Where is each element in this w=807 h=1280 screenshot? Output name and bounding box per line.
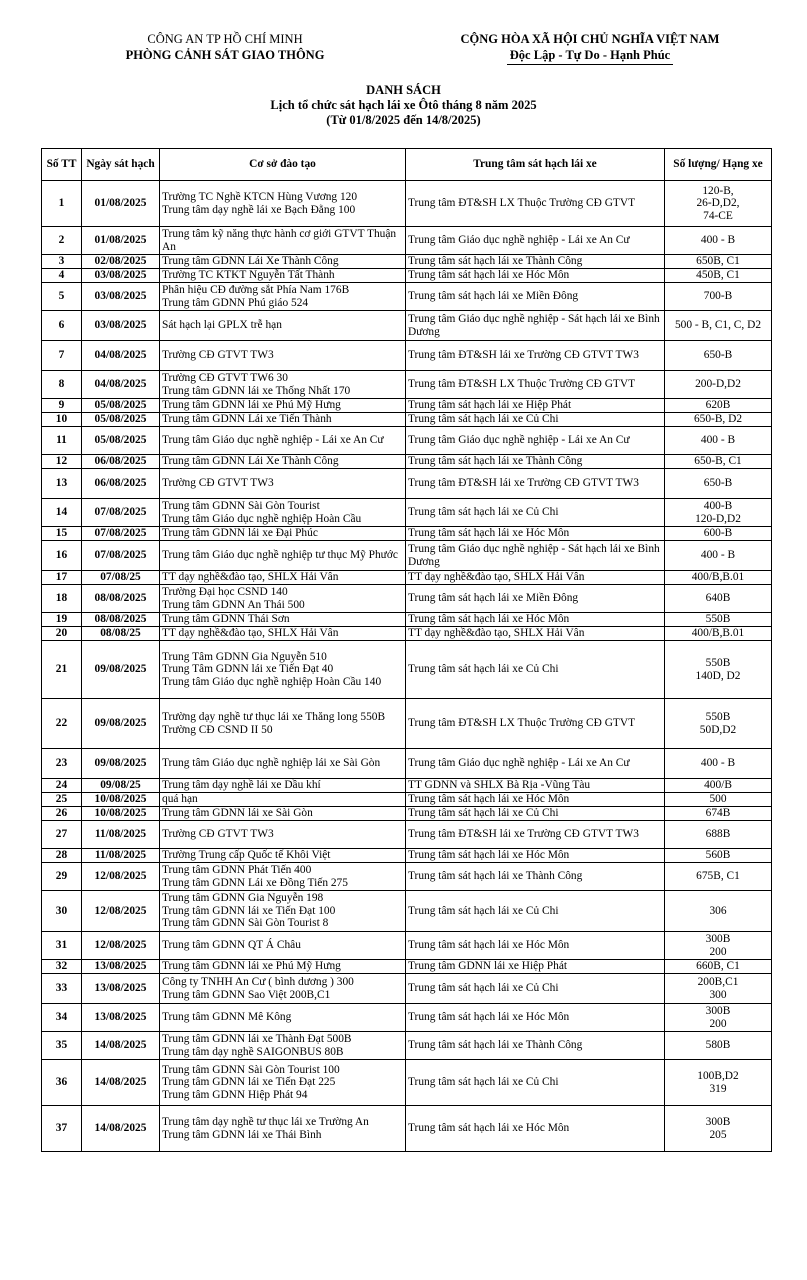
training-school: Trung tâm GDNN lái xe Phú Mỹ Hưng [160, 960, 406, 974]
row-number: 19 [42, 613, 82, 627]
row-number: 6 [42, 311, 82, 341]
training-school: Trung tâm GDNN Lái Xe Thành Công [160, 455, 406, 469]
quantity-class: 300B 200 [665, 1004, 772, 1032]
row-number: 13 [42, 469, 82, 499]
table-row [42, 541, 772, 571]
exam-center: Trung tâm sát hạch lái xe Thành Công [406, 1032, 665, 1060]
exam-center: Trung tâm Giáo dục nghề nghiệp - Lái xe An Cư [406, 427, 665, 455]
exam-center: Trung tâm sát hạch lái xe Hóc Môn [406, 932, 665, 960]
table-body [42, 181, 772, 1152]
training-school: Trung tâm dạy nghề lái xe Dầu khí [160, 779, 406, 793]
exam-center: Trung tâm sát hạch lái xe Củ Chi [406, 499, 665, 527]
exam-date: 01/08/2025 [82, 227, 160, 255]
training-school: Trung tâm GDNN Phát Tiến 400 Trung tâm GDNN Lái xe Đồng Tiến 275 [160, 863, 406, 891]
quantity-class: 120-B, 26-D,D2, 74-CE [665, 181, 772, 227]
table-row [42, 821, 772, 849]
table-row [42, 1106, 772, 1152]
training-school: Trường dạy nghề tư thục lái xe Thăng long 550B Trường CĐ CSND II 50 [160, 699, 406, 749]
quantity-class: 500 [665, 793, 772, 807]
exam-center: Trung tâm sát hạch lái xe Hóc Môn [406, 613, 665, 627]
exam-date: 07/08/25 [82, 571, 160, 585]
exam-date: 08/08/25 [82, 627, 160, 641]
training-school: quá hạn [160, 793, 406, 807]
table-row [42, 413, 772, 427]
table-row [42, 527, 772, 541]
exam-center: Trung tâm sát hạch lái xe Củ Chi [406, 807, 665, 821]
exam-center: Trung tâm sát hạch lái xe Củ Chi [406, 974, 665, 1004]
table-header-row [42, 149, 772, 181]
table-row [42, 455, 772, 469]
training-school: Trung tâm GDNN Thái Sơn [160, 613, 406, 627]
training-school: Trung tâm GDNN Lái xe Tiến Thành [160, 413, 406, 427]
training-school: Trung tâm GDNN lái xe Đại Phúc [160, 527, 406, 541]
quantity-class: 560B [665, 849, 772, 863]
exam-center: Trung tâm ĐT&SH LX Thuộc Trường CĐ GTVT [406, 181, 665, 227]
exam-center: Trung tâm sát hạch lái xe Thành Công [406, 455, 665, 469]
row-number: 16 [42, 541, 82, 571]
exam-date: 03/08/2025 [82, 311, 160, 341]
quantity-class: 688B [665, 821, 772, 849]
exam-date: 01/08/2025 [82, 181, 160, 227]
exam-center: Trung tâm sát hạch lái xe Hóc Môn [406, 527, 665, 541]
row-number: 31 [42, 932, 82, 960]
exam-center: Trung tâm ĐT&SH LX Thuộc Trường CĐ GTVT [406, 371, 665, 399]
exam-date: 14/08/2025 [82, 1032, 160, 1060]
table-row [42, 1004, 772, 1032]
table-row [42, 469, 772, 499]
exam-date: 13/08/2025 [82, 960, 160, 974]
row-number: 23 [42, 749, 82, 779]
quantity-class: 400/B,B.01 [665, 627, 772, 641]
exam-date: 03/08/2025 [82, 283, 160, 311]
row-number: 3 [42, 255, 82, 269]
exam-center: Trung tâm sát hạch lái xe Hóc Môn [406, 1106, 665, 1152]
column-header-date: Ngày sát hạch [82, 149, 160, 181]
exam-date: 12/08/2025 [82, 891, 160, 932]
exam-date: 12/08/2025 [82, 863, 160, 891]
table-row [42, 585, 772, 613]
table-row [42, 255, 772, 269]
row-number: 28 [42, 849, 82, 863]
table-row [42, 932, 772, 960]
table-row [42, 974, 772, 1004]
exam-center: Trung tâm GDNN lái xe Hiệp Phát [406, 960, 665, 974]
quantity-class: 400 - B [665, 227, 772, 255]
training-school: Trường CĐ GTVT TW6 30 Trung tâm GDNN lái xe Thống Nhất 170 [160, 371, 406, 399]
document-title-block [0, 83, 807, 128]
document-date-range: (Từ 01/8/2025 đến 14/8/2025) [326, 113, 481, 127]
exam-date: 11/08/2025 [82, 849, 160, 863]
quantity-class: 400 - B [665, 427, 772, 455]
exam-date: 12/08/2025 [82, 932, 160, 960]
exam-center: Trung tâm sát hạch lái xe Củ Chi [406, 641, 665, 699]
quantity-class: 650-B [665, 469, 772, 499]
row-number: 7 [42, 341, 82, 371]
exam-date: 09/08/25 [82, 779, 160, 793]
row-number: 9 [42, 399, 82, 413]
quantity-class: 650-B, C1 [665, 455, 772, 469]
training-school: Trung tâm GDNN Mê Kông [160, 1004, 406, 1032]
exam-center: Trung tâm sát hạch lái xe Miền Đông [406, 283, 665, 311]
quantity-class: 100B,D2 319 [665, 1060, 772, 1106]
row-number: 14 [42, 499, 82, 527]
training-school: Trung tâm dạy nghề tư thục lái xe Trường An Trung tâm GDNN lái xe Thái Bình [160, 1106, 406, 1152]
quantity-class: 300B 200 [665, 932, 772, 960]
table-row [42, 863, 772, 891]
exam-date: 03/08/2025 [82, 269, 160, 283]
quantity-class: 500 - B, C1, C, D2 [665, 311, 772, 341]
exam-date: 07/08/2025 [82, 527, 160, 541]
quantity-class: 200-D,D2 [665, 371, 772, 399]
exam-center: Trung tâm sát hạch lái xe Thành Công [406, 255, 665, 269]
table-row [42, 571, 772, 585]
table-row [42, 227, 772, 255]
table-row [42, 779, 772, 793]
row-number: 24 [42, 779, 82, 793]
exam-date: 10/08/2025 [82, 807, 160, 821]
table-row [42, 371, 772, 399]
exam-center: Trung tâm sát hạch lái xe Hóc Môn [406, 269, 665, 283]
training-school: Trường CĐ GTVT TW3 [160, 341, 406, 371]
quantity-class: 660B, C1 [665, 960, 772, 974]
quantity-class: 700-B [665, 283, 772, 311]
row-number: 36 [42, 1060, 82, 1106]
table-row [42, 283, 772, 311]
row-number: 2 [42, 227, 82, 255]
exam-center: Trung tâm ĐT&SH lái xe Trường CĐ GTVT TW3 [406, 341, 665, 371]
table-row [42, 793, 772, 807]
document-subtitle: Lịch tổ chức sát hạch lái xe Ôtô tháng 8 năm 2025 [270, 98, 537, 112]
nation-name: CỘNG HÒA XÃ HỘI CHỦ NGHĨA VIỆT NAM [460, 32, 720, 46]
row-number: 27 [42, 821, 82, 849]
header-right [445, 31, 735, 65]
exam-center: Trung tâm sát hạch lái xe Củ Chi [406, 891, 665, 932]
row-number: 12 [42, 455, 82, 469]
exam-date: 07/08/2025 [82, 541, 160, 571]
column-header-center: Trung tâm sát hạch lái xe [406, 149, 665, 181]
exam-center: Trung tâm Giáo dục nghề nghiệp - Sát hạch lái xe Bình Dương [406, 311, 665, 341]
quantity-class: 400/B,B.01 [665, 571, 772, 585]
row-number: 10 [42, 413, 82, 427]
exam-date: 04/08/2025 [82, 341, 160, 371]
training-school: Sát hạch lại GPLX trễ hạn [160, 311, 406, 341]
exam-date: 10/08/2025 [82, 793, 160, 807]
row-number: 30 [42, 891, 82, 932]
quantity-class: 580B [665, 1032, 772, 1060]
table-row [42, 807, 772, 821]
exam-center: Trung tâm sát hạch lái xe Củ Chi [406, 413, 665, 427]
quantity-class: 300B 205 [665, 1106, 772, 1152]
row-number: 22 [42, 699, 82, 749]
exam-date: 06/08/2025 [82, 469, 160, 499]
row-number: 5 [42, 283, 82, 311]
table-row [42, 613, 772, 627]
training-school: Trường CĐ GTVT TW3 [160, 821, 406, 849]
quantity-class: 450B, C1 [665, 269, 772, 283]
quantity-class: 650-B, D2 [665, 413, 772, 427]
exam-date: 09/08/2025 [82, 641, 160, 699]
header-left [95, 31, 355, 63]
training-school: TT dạy nghề&đào tạo, SHLX Hải Vân [160, 627, 406, 641]
exam-date: 14/08/2025 [82, 1060, 160, 1106]
quantity-class: 650B, C1 [665, 255, 772, 269]
training-school: Trung Tâm GDNN Gia Nguyễn 510 Trung Tâm GDNN lái xe Tiến Đạt 40 Trung tâm Giáo dục nghề nghiệp Hoàn Cầu 140 [160, 641, 406, 699]
row-number: 29 [42, 863, 82, 891]
row-number: 37 [42, 1106, 82, 1152]
table-row [42, 427, 772, 455]
quantity-class: 550B [665, 613, 772, 627]
row-number: 17 [42, 571, 82, 585]
row-number: 15 [42, 527, 82, 541]
training-school: Trường CĐ GTVT TW3 [160, 469, 406, 499]
quantity-class: 675B, C1 [665, 863, 772, 891]
national-motto: Độc Lập - Tự Do - Hạnh Phúc [507, 47, 673, 65]
column-header-school: Cơ sở đào tạo [160, 149, 406, 181]
exam-date: 02/08/2025 [82, 255, 160, 269]
exam-center: Trung tâm ĐT&SH lái xe Trường CĐ GTVT TW3 [406, 469, 665, 499]
document-title: DANH SÁCH [366, 83, 441, 97]
exam-date: 04/08/2025 [82, 371, 160, 399]
quantity-class: 650-B [665, 341, 772, 371]
exam-center: Trung tâm sát hạch lái xe Hóc Môn [406, 849, 665, 863]
exam-date: 05/08/2025 [82, 413, 160, 427]
quantity-class: 640B [665, 585, 772, 613]
quantity-class: 674B [665, 807, 772, 821]
row-number: 18 [42, 585, 82, 613]
exam-center: Trung tâm Giáo dục nghề nghiệp - Lái xe An Cư [406, 749, 665, 779]
training-school: Trường Đại học CSND 140 Trung tâm GDNN An Thái 500 [160, 585, 406, 613]
column-header-stt: Số TT [42, 149, 82, 181]
quantity-class: 400 - B [665, 541, 772, 571]
exam-center: Trung tâm ĐT&SH lái xe Trường CĐ GTVT TW3 [406, 821, 665, 849]
row-number: 33 [42, 974, 82, 1004]
row-number: 20 [42, 627, 82, 641]
quantity-class: 600-B [665, 527, 772, 541]
training-school: Trường TC KTKT Nguyễn Tất Thành [160, 269, 406, 283]
training-school: Trường Trung cấp Quốc tế Khôi Việt [160, 849, 406, 863]
training-school: Phân hiệu CĐ đường sắt Phía Nam 176B Trung tâm GDNN Phú giáo 524 [160, 283, 406, 311]
table-row [42, 181, 772, 227]
row-number: 4 [42, 269, 82, 283]
table-row [42, 399, 772, 413]
training-school: Trung tâm GDNN lái xe Thành Đạt 500B Trung tâm dạy nghề SAIGONBUS 80B [160, 1032, 406, 1060]
table-row [42, 960, 772, 974]
quantity-class: 400 - B [665, 749, 772, 779]
training-school: Trung tâm Giáo dục nghề nghiệp - Lái xe An Cư [160, 427, 406, 455]
table-row [42, 341, 772, 371]
training-school: Trung tâm Giáo dục nghề nghiệp tư thục Mỹ Phước [160, 541, 406, 571]
exam-center: Trung tâm sát hạch lái xe Hiệp Phát [406, 399, 665, 413]
exam-center: Trung tâm sát hạch lái xe Miền Đông [406, 585, 665, 613]
exam-date: 11/08/2025 [82, 821, 160, 849]
table-row [42, 311, 772, 341]
column-header-quantity: Số lượng/ Hạng xe [665, 149, 772, 181]
exam-date: 07/08/2025 [82, 499, 160, 527]
table-row [42, 699, 772, 749]
exam-center: Trung tâm sát hạch lái xe Hóc Môn [406, 1004, 665, 1032]
row-number: 25 [42, 793, 82, 807]
training-school: Trường TC Nghề KTCN Hùng Vương 120 Trung tâm dạy nghề lái xe Bạch Đằng 100 [160, 181, 406, 227]
row-number: 8 [42, 371, 82, 399]
quantity-class: 550B 50D,D2 [665, 699, 772, 749]
exam-center: Trung tâm ĐT&SH LX Thuộc Trường CĐ GTVT [406, 699, 665, 749]
training-school: Trung tâm GDNN Sài Gòn Tourist Trung tâm Giáo dục nghề nghiệp Hoàn Cầu [160, 499, 406, 527]
exam-center: Trung tâm sát hạch lái xe Củ Chi [406, 1060, 665, 1106]
row-number: 35 [42, 1032, 82, 1060]
exam-date: 13/08/2025 [82, 974, 160, 1004]
row-number: 34 [42, 1004, 82, 1032]
quantity-class: 306 [665, 891, 772, 932]
department-name: PHÒNG CẢNH SÁT GIAO THÔNG [125, 48, 325, 62]
exam-date: 05/08/2025 [82, 399, 160, 413]
exam-center: Trung tâm sát hạch lái xe Hóc Môn [406, 793, 665, 807]
training-school: Trung tâm GDNN Lái Xe Thành Công [160, 255, 406, 269]
row-number: 1 [42, 181, 82, 227]
table-row [42, 749, 772, 779]
quantity-class: 400-B 120-D,D2 [665, 499, 772, 527]
table-row [42, 1060, 772, 1106]
quantity-class: 620B [665, 399, 772, 413]
exam-date: 05/08/2025 [82, 427, 160, 455]
row-number: 11 [42, 427, 82, 455]
table-row [42, 1032, 772, 1060]
training-school: Trung tâm GDNN Gia Nguyễn 198 Trung tâm GDNN lái xe Tiến Đạt 100 Trung tâm GDNN Sài Gòn Tourist 8 [160, 891, 406, 932]
training-school: Trung tâm Giáo dục nghề nghiệp lái xe Sài Gòn [160, 749, 406, 779]
training-school: Trung tâm GDNN lái xe Sài Gòn [160, 807, 406, 821]
table-row [42, 499, 772, 527]
agency-name: CÔNG AN TP HỒ CHÍ MINH [147, 32, 303, 46]
row-number: 32 [42, 960, 82, 974]
exam-date: 08/08/2025 [82, 585, 160, 613]
training-school: TT dạy nghề&đào tạo, SHLX Hải Vân [160, 571, 406, 585]
exam-center: Trung tâm Giáo dục nghề nghiệp - Lái xe An Cư [406, 227, 665, 255]
quantity-class: 200B,C1 300 [665, 974, 772, 1004]
table-row [42, 891, 772, 932]
quantity-class: 400/B [665, 779, 772, 793]
table-row [42, 627, 772, 641]
training-school: Trung tâm GDNN Sài Gòn Tourist 100 Trung tâm GDNN lái xe Tiến Đạt 225 Trung tâm GDNN Hiệp Phát 94 [160, 1060, 406, 1106]
exam-date: 06/08/2025 [82, 455, 160, 469]
exam-center: TT GDNN và SHLX Bà Rịa -Vũng Tàu [406, 779, 665, 793]
exam-center: Trung tâm Giáo dục nghề nghiệp - Sát hạch lái xe Bình Dương [406, 541, 665, 571]
row-number: 26 [42, 807, 82, 821]
exam-date: 13/08/2025 [82, 1004, 160, 1032]
table-row [42, 269, 772, 283]
schedule-table [41, 148, 772, 1152]
quantity-class: 550B 140D, D2 [665, 641, 772, 699]
exam-date: 09/08/2025 [82, 749, 160, 779]
exam-date: 08/08/2025 [82, 613, 160, 627]
training-school: Công ty TNHH An Cư ( bình dương ) 300 Trung tâm GDNN Sao Việt 200B,C1 [160, 974, 406, 1004]
training-school: Trung tâm GDNN lái xe Phú Mỹ Hưng [160, 399, 406, 413]
training-school: Trung tâm GDNN QT Á Châu [160, 932, 406, 960]
exam-date: 14/08/2025 [82, 1106, 160, 1152]
exam-center: TT dạy nghề&đào tạo, SHLX Hải Vân [406, 627, 665, 641]
exam-center: Trung tâm sát hạch lái xe Thành Công [406, 863, 665, 891]
training-school: Trung tâm kỹ năng thực hành cơ giới GTVT Thuận An [160, 227, 406, 255]
row-number: 21 [42, 641, 82, 699]
table-row [42, 641, 772, 699]
exam-center: TT dạy nghề&đào tạo, SHLX Hải Vân [406, 571, 665, 585]
exam-date: 09/08/2025 [82, 699, 160, 749]
table-row [42, 849, 772, 863]
